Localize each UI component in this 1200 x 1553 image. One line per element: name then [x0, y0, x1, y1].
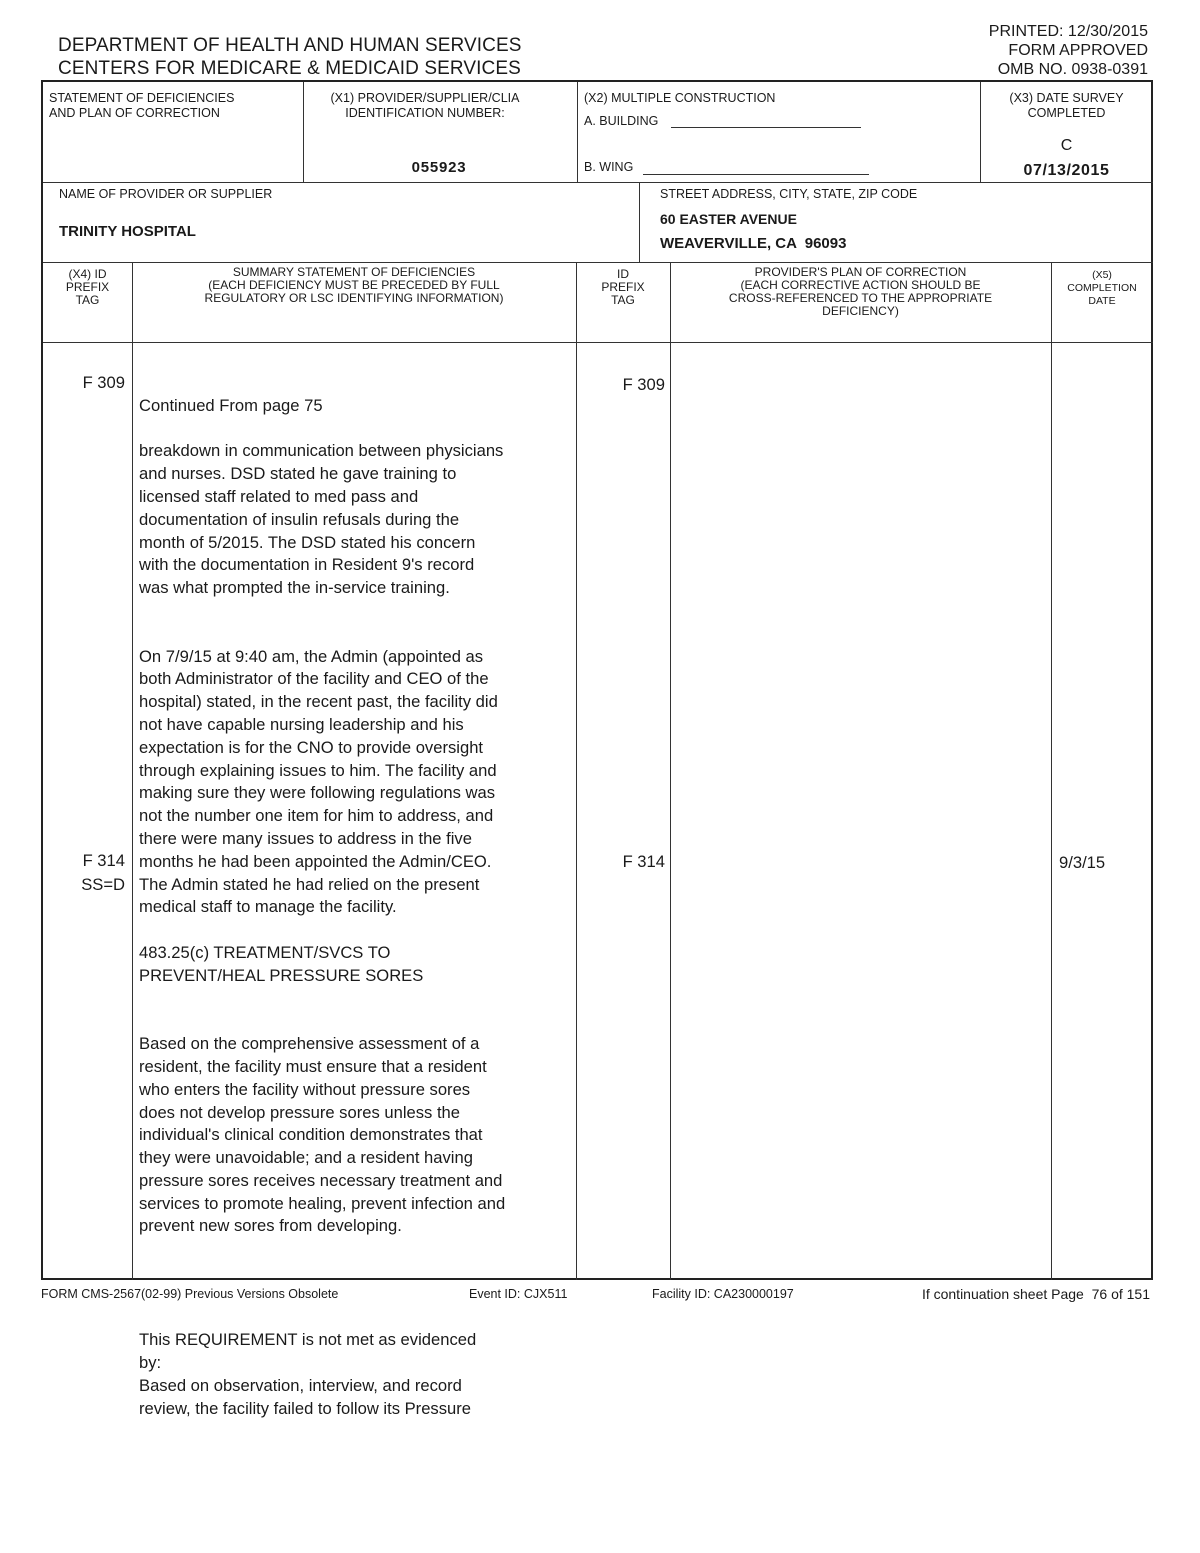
col-header-x4: (X4) ID PREFIX TAG — [65, 267, 110, 307]
tag-f314-right: F 314 — [622, 852, 665, 871]
footer-facility-id: Facility ID: CA230000197 — [652, 1287, 794, 1301]
x2-label: (X2) MULTIPLE CONSTRUCTION — [584, 91, 776, 105]
statement-label: STATEMENT OF DEFICIENCIES AND PLAN OF CORRECTION — [49, 91, 235, 120]
provider-name: TRINITY HOSPITAL — [59, 223, 196, 240]
footer-page-number: If continuation sheet Page 76 of 151 — [921, 1286, 1150, 1302]
paragraph-admin-interview: On 7/9/15 at 9:40 am, the Admin (appointed as both Administrator of the facility and CEO of the hospital) stated, in the recent past, the facility did not have capable nursing leadership and his expectation is for the CNO to provide oversight through explaining issues to him. The facility and making sure they were following regulations was not the number one item for him to address, and there were many issues to address in the five months he had been appointed the Admin/CEO. The Admin stated he had relied on the present medical staff to manage the facility. — [139, 646, 498, 917]
f314-regulation-title: 483.25(c) TREATMENT/SVCS TO PREVENT/HEAL PRESSURE SORES — [139, 942, 424, 985]
footer-event-id: Event ID: CJX511 — [469, 1287, 568, 1301]
building-blank — [671, 127, 861, 128]
f314-regulation-text: Based on the comprehensive assessment of a resident, the facility must ensure that a resident who enters the facility without pressure sores does not develop pressure sores unless the individual's clinical condition demonstrates that they were unavoidable; and a resident having pressure sores receives necessary treatment and services to promote healing, prevent infection and prevent new sores from developing. — [139, 1034, 506, 1236]
f314-completion-date: 9/3/15 — [1059, 853, 1106, 872]
street-address: 60 EASTER AVENUE — [660, 211, 797, 227]
summary-body — [139, 372, 575, 1443]
building-label: A. BUILDING — [584, 114, 659, 128]
x1-label: (X1) PROVIDER/SUPPLIER/CLIA IDENTIFICATION NUMBER: — [330, 91, 520, 120]
omb-number: OMB NO. 0938-0391 — [997, 61, 1148, 78]
x3-survey-code: C — [1060, 137, 1073, 154]
col-header-x5: (X5) COMPLETION DATE — [1067, 269, 1137, 307]
city-state-zip: WEAVERVILLE, CA 96093 — [660, 235, 847, 252]
tag-f314-left: F 314 — [82, 851, 125, 870]
agency-line-2: CENTERS FOR MEDICARE & MEDICAID SERVICES — [58, 58, 521, 79]
footer-form-number: FORM CMS-2567(02-99) Previous Versions Obsolete — [41, 1287, 339, 1301]
wing-blank — [643, 174, 869, 175]
col-header-id: ID PREFIX TAG — [601, 267, 645, 307]
printed-date: PRINTED: 12/30/2015 — [988, 23, 1148, 40]
continued-from: Continued From page 75 — [139, 395, 323, 415]
tag-f309-right: F 309 — [622, 375, 665, 394]
tag-f309-left: F 309 — [82, 373, 125, 392]
form-approved: FORM APPROVED — [1008, 42, 1148, 59]
x1-provider-number: 055923 — [411, 159, 467, 176]
x3-survey-date: 07/13/2015 — [1023, 162, 1110, 179]
tag-f314-severity: SS=D — [81, 875, 125, 894]
form-approval-block — [989, 22, 1148, 79]
agency-line-1: DEPARTMENT OF HEALTH AND HUMAN SERVICES — [58, 35, 522, 56]
col-header-plan: PROVIDER'S PLAN OF CORRECTION (EACH CORRECTIVE ACTION SHOULD BE CROSS-REFERENCED TO THE APPROPRIATE DEFICIENCY) — [728, 265, 993, 318]
address-label: STREET ADDRESS, CITY, STATE, ZIP CODE — [660, 187, 918, 201]
f314-findings: This REQUIREMENT is not met as evidenced by: Based on observation, interview, and record review, the facility failed to follow its Pressure — [139, 1330, 477, 1418]
paragraph-dsd-training: breakdown in communication between physicians and nurses. DSD stated he gave training to licensed staff related to med pass and documentation of insulin refusals during the month of 5/2015. The DSD stated his concern with the documentation in Resident 9's record was what prompted the in-service training. — [139, 441, 504, 598]
wing-label: B. WING — [584, 160, 634, 174]
agency-header — [58, 34, 522, 80]
x3-label: (X3) DATE SURVEY COMPLETED — [1009, 91, 1124, 120]
col-header-summary: SUMMARY STATEMENT OF DEFICIENCIES (EACH DEFICIENCY MUST BE PRECEDED BY FULL REGULATORY OR LSC IDENTIFYING INFORMATION) — [204, 265, 504, 305]
provider-name-label: NAME OF PROVIDER OR SUPPLIER — [59, 187, 273, 201]
